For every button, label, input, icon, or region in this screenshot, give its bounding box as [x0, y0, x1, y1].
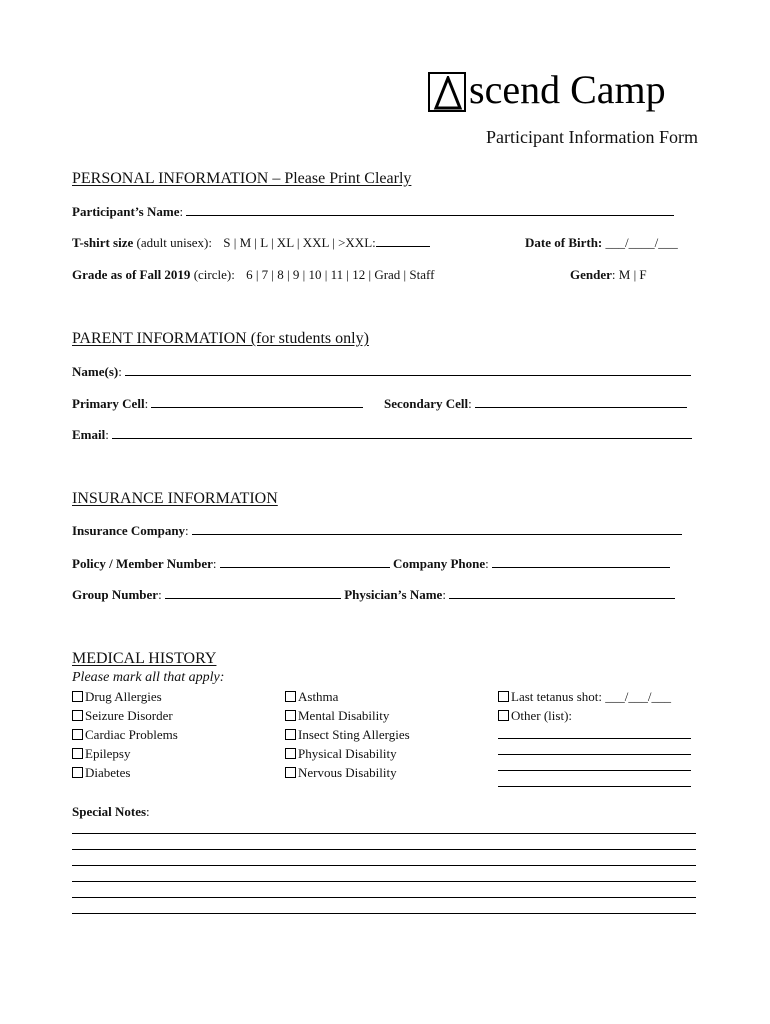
other-list-line-1[interactable] [498, 738, 691, 739]
insurance-company-label: Insurance Company [72, 523, 186, 538]
grade-options[interactable]: 6 | 7 | 8 | 9 | 10 | 11 | 12 | Grad | Staff [246, 267, 435, 282]
colon: : [212, 556, 217, 571]
grade-label: Grade as of Fall 2019 [72, 267, 191, 282]
form-subtitle: Participant Information Form [486, 127, 698, 147]
checkbox-nervous-disability[interactable] [285, 765, 397, 781]
checkbox-box[interactable] [285, 748, 296, 759]
checkbox-drug-allergies[interactable] [72, 689, 162, 705]
checkbox-label: Mental Disability [298, 708, 390, 723]
tshirt-label: T-shirt size [72, 235, 134, 250]
special-notes-line-6[interactable] [72, 913, 696, 914]
other-list-line-3[interactable] [498, 770, 691, 771]
checkbox-box[interactable] [285, 710, 296, 721]
special-notes-row [72, 804, 150, 820]
checkbox-box[interactable] [72, 729, 83, 740]
grade-row [72, 267, 434, 283]
tshirt-row [72, 235, 430, 251]
group-number-label: Group Number [72, 587, 159, 602]
checkbox-box[interactable] [72, 691, 83, 702]
checkbox-seizure-disorder[interactable] [72, 708, 173, 724]
checkbox-asthma[interactable] [285, 689, 338, 705]
personal-info-heading: PERSONAL INFORMATION – Please Print Clearly [72, 170, 412, 187]
physician-label: Physician’s Name [344, 587, 443, 602]
logo-text: scend Camp [469, 67, 666, 112]
parent-names-label: Name(s) [72, 364, 119, 379]
secondary-cell-label: Secondary Cell [384, 396, 469, 411]
checkbox-label: Seizure Disorder [85, 708, 173, 723]
checkbox-epilepsy[interactable] [72, 746, 131, 762]
group-number-field[interactable] [165, 587, 341, 599]
colon: : [105, 427, 109, 442]
medical-history-heading: MEDICAL HISTORY [72, 650, 217, 667]
checkbox-box[interactable] [72, 767, 83, 778]
special-notes-line-5[interactable] [72, 897, 696, 898]
checkbox-label: Cardiac Problems [85, 727, 178, 742]
grade-note: (circle): [193, 267, 235, 282]
other-list-line-4[interactable] [498, 786, 691, 787]
policy-field[interactable] [220, 556, 390, 568]
checkbox-label: Last tetanus shot: ___/___/___ [511, 689, 671, 704]
dob-row [525, 235, 678, 251]
checkbox-box[interactable] [285, 729, 296, 740]
colon: : [179, 204, 184, 219]
medical-instruction: Please mark all that apply: [72, 670, 225, 685]
checkbox-box[interactable] [498, 691, 509, 702]
checkbox-insect-sting-allergies[interactable] [285, 727, 410, 743]
secondary-cell-row [384, 396, 687, 412]
colon: : [442, 587, 446, 602]
checkbox-mental-disability[interactable] [285, 708, 389, 724]
checkbox-label: Diabetes [85, 765, 131, 780]
colon: : [611, 267, 616, 282]
special-notes-line-3[interactable] [72, 865, 696, 866]
checkbox-box[interactable] [72, 748, 83, 759]
special-notes-line-2[interactable] [72, 849, 696, 850]
insurance-company-field[interactable] [192, 523, 682, 535]
checkbox-box[interactable] [285, 691, 296, 702]
parent-names-row [72, 364, 691, 380]
special-notes-label: Special Notes [72, 804, 147, 819]
ascend-camp-logo [428, 67, 698, 130]
other-list-line-2[interactable] [498, 754, 691, 755]
parent-info-heading: PARENT INFORMATION (for students only) [72, 330, 369, 347]
checkbox-label: Epilepsy [85, 746, 131, 761]
dob-label: Date of Birth: [525, 235, 603, 250]
colon: : [185, 523, 189, 538]
secondary-cell-field[interactable] [475, 396, 687, 408]
checkbox-label: Insect Sting Allergies [298, 727, 410, 742]
company-phone-label: Company Phone [393, 556, 486, 571]
checkbox-last-tetanus-shot[interactable] [498, 689, 671, 705]
group-row [72, 587, 675, 603]
special-notes-line-1[interactable] [72, 833, 696, 834]
checkbox-label: Asthma [298, 689, 339, 704]
primary-cell-label: Primary Cell [72, 396, 145, 411]
company-phone-field[interactable] [492, 556, 670, 568]
email-row [72, 427, 692, 443]
colon: : [146, 804, 150, 819]
insurance-info-heading: INSURANCE INFORMATION [72, 490, 278, 507]
checkbox-label: Physical Disability [298, 746, 397, 761]
email-field[interactable] [112, 427, 692, 439]
primary-cell-field[interactable] [151, 396, 363, 408]
gender-row [570, 267, 647, 283]
colon: : [158, 587, 162, 602]
checkbox-other[interactable] [498, 708, 572, 724]
policy-row [72, 556, 670, 572]
colon: : [485, 556, 489, 571]
tshirt-options[interactable]: S | M | L | XL | XXL | >XXL: [223, 235, 376, 250]
checkbox-box[interactable] [498, 710, 509, 721]
parent-names-field[interactable] [125, 364, 691, 376]
participant-name-field[interactable] [186, 204, 674, 216]
primary-cell-row [72, 396, 363, 412]
email-label: Email [72, 427, 106, 442]
tshirt-other-field[interactable] [376, 235, 430, 247]
checkbox-cardiac-problems[interactable] [72, 727, 178, 743]
checkbox-label: Other (list): [511, 708, 573, 723]
colon: : [118, 364, 122, 379]
checkbox-diabetes[interactable] [72, 765, 130, 781]
checkbox-label: Drug Allergies [85, 689, 162, 704]
checkbox-label: Nervous Disability [298, 765, 397, 780]
physician-field[interactable] [449, 587, 675, 599]
checkbox-box[interactable] [285, 767, 296, 778]
gender-options[interactable]: M | F [618, 267, 647, 282]
gender-label: Gender [570, 267, 612, 282]
logo-a-icon [428, 72, 466, 112]
participant-name-label: Participant’s Name [72, 204, 180, 219]
participant-name-row [72, 204, 674, 220]
tshirt-note: (adult unisex): [136, 235, 212, 250]
colon: : [468, 396, 472, 411]
colon: : [144, 396, 149, 411]
checkbox-physical-disability[interactable] [285, 746, 397, 762]
dob-field[interactable]: ___/____/___ [605, 235, 678, 250]
special-notes-line-4[interactable] [72, 881, 696, 882]
insurance-company-row [72, 523, 682, 539]
checkbox-box[interactable] [72, 710, 83, 721]
policy-label: Policy / Member Number [72, 556, 213, 571]
